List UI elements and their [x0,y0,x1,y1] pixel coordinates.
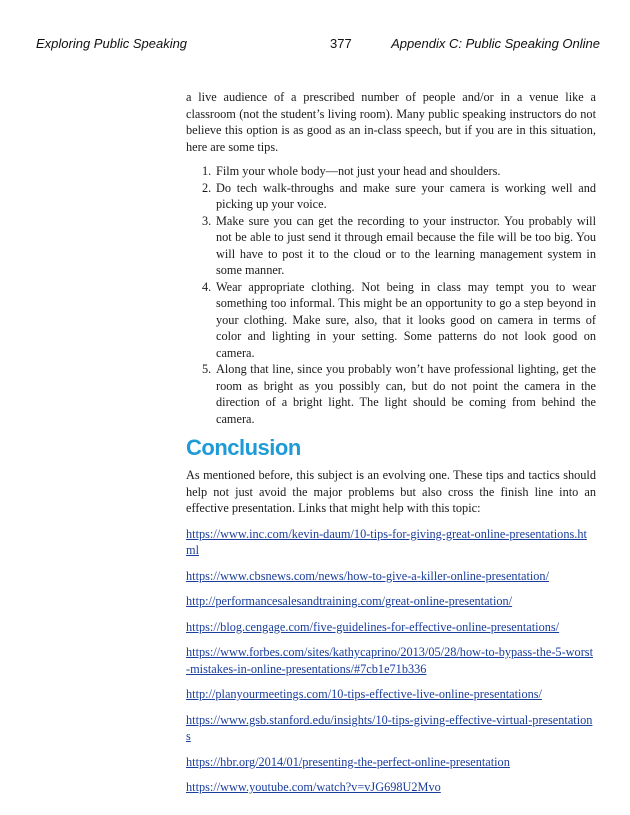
page-number: 377 [330,36,352,51]
tip-number: 2. [202,180,212,195]
link-item [186,619,596,636]
tip-number: 1. [202,164,212,178]
link-item [186,568,596,585]
resource-link[interactable]: https://www.gsb.stanford.edu/insights/10-tips-giving-effective-virtual-presentations [186,712,593,743]
link-item [186,779,596,796]
tip-item [202,361,596,427]
resource-link[interactable]: http://performancesalesandtraining.com/great-online-presentation/ [186,594,513,608]
tip-number: 3. [202,213,212,228]
tip-number: 4. [202,279,212,294]
running-header [30,36,600,54]
conclusion-heading: Conclusion [186,435,301,460]
resource-link[interactable]: https://hbr.org/2014/01/presenting-the-perfect-online-presentation [186,754,510,769]
resource-link[interactable]: http://planyourmeetings.com/10-tips-effective-live-online-presentations/ [186,687,542,701]
page-body [186,89,596,805]
resource-links-list [186,526,596,796]
link-item [186,644,596,677]
resource-link[interactable]: https://blog.cengage.com/five-guidelines-for-effective-online-presentations/ [186,619,560,634]
link-item [186,526,596,559]
tip-number: 5. [202,362,212,376]
tip-text: Film your whole body—not just your head and shoulders. [216,164,501,178]
tip-item [202,213,596,279]
link-item [186,593,596,610]
resource-link[interactable]: https://www.cbsnews.com/news/how-to-give-a-killer-online-presentation/ [186,568,549,583]
tips-list [186,163,596,427]
resource-link[interactable]: https://www.youtube.com/watch?v=vJG698U2Mvo [186,780,441,794]
link-item [186,712,596,745]
tip-text: Do tech walk-throughs and make sure your camera is working well and picking up your voice. [216,180,596,211]
tip-item [202,279,596,362]
book-title: Exploring Public Speaking [36,36,188,51]
resource-link[interactable]: https://www.inc.com/kevin-daum/10-tips-for-giving-great-online-presentations.html [186,526,587,557]
tip-text: Make sure you can get the recording to your instructor. You probably will not be able to just send it through email because the file will be too big. You will have to post it to the cloud or to the learning management system in some manner. [216,213,596,277]
link-item [186,754,596,771]
chapter-title: Appendix C: Public Speaking Online [391,36,600,51]
tip-text: Along that line, since you probably won’t have professional lighting, get the room as bright as you possibly can, but do not point the camera in the direction of a bright light. The light should be coming from behind the camera. [216,362,596,426]
resource-link[interactable]: https://www.forbes.com/sites/kathycaprino/2013/05/28/how-to-bypass-the-5-worst-mistakes-in-online-presentations/#7cb1e71b336 [186,645,593,676]
intro-paragraph: a live audience of a prescribed number of people and/or in a venue like a classroom (not the student’s living room). Many public speaking instructors do not believe this option is as good as an in-class speech, but if you are in this situation, here are some tips. [186,90,596,154]
tip-text: Wear appropriate clothing. Not being in class may tempt you to wear something too informal. This might be an opportunity to go a step beyond in your clothing. Make sure, also, that it looks good on camera in terms of color and lighting in your setting. Some patterns do not look good on camera. [216,279,596,360]
conclusion-paragraph: As mentioned before, this subject is an evolving one. These tips and tactics should help not just avoid the major problems but also cross the finish line into an effective presentation. Links that might help with this topic: [186,468,596,515]
link-item [186,686,596,703]
tip-item [202,180,596,213]
tip-item [202,163,596,180]
